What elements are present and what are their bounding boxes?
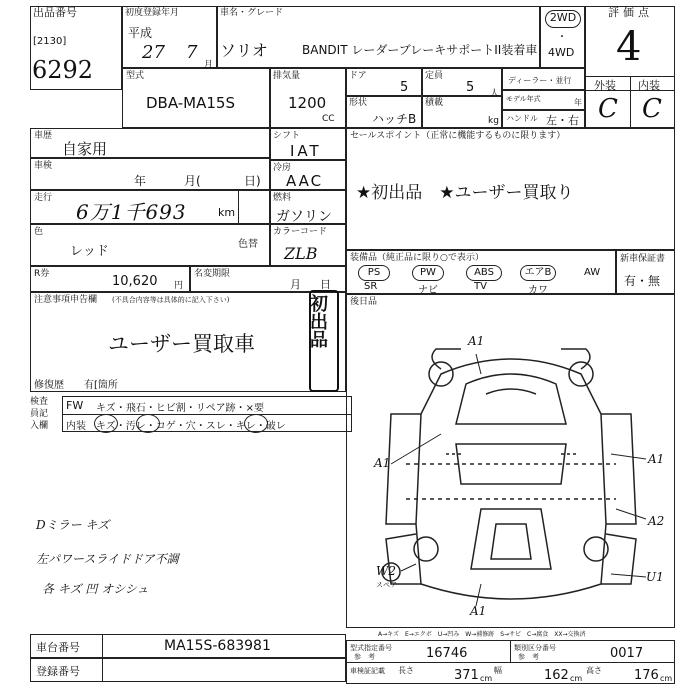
chassis-label: 車台番号 — [36, 641, 80, 654]
doors-label: ドア — [349, 71, 367, 81]
lot-label: 出品番号 — [33, 6, 77, 19]
dims-height-label: 高さ — [586, 666, 602, 675]
recycle-value: 10,620 — [112, 274, 158, 289]
dims-width-label: 幅 — [494, 666, 502, 675]
mileage-label: 走行 — [34, 193, 53, 203]
remarks-label: 後日品 — [350, 297, 378, 307]
equip-aw: AW — [584, 267, 601, 278]
mark-a2-right: A2 — [648, 514, 665, 528]
dims-width: 162 — [544, 668, 569, 683]
ac-label: 冷房 — [273, 163, 292, 173]
equipment-label: 装備品（純正品に限り○で表示） — [350, 253, 484, 263]
capacity-value: 5 — [466, 80, 475, 95]
type-spec-ref: 参 考 — [354, 653, 375, 661]
score-value: 4 — [616, 24, 642, 70]
ac-value: AAC — [286, 172, 324, 190]
displacement-unit: CC — [322, 114, 335, 124]
handle-value: 左・右 — [546, 114, 579, 127]
shift-value: IAT — [290, 142, 322, 160]
class-number-ref: 参 考 — [518, 653, 539, 661]
dealer-label: ディーラー・並行 — [508, 76, 572, 85]
fw-text: キズ・飛石・ヒビ割・リペア跡・×要 — [96, 403, 264, 414]
fuel-value: ガソリン — [276, 209, 332, 225]
handle-label: ハンドル — [506, 114, 538, 123]
color-change-label: 色替 — [238, 239, 258, 250]
fw-label: FW — [66, 399, 84, 412]
color-code-value: ZLB — [284, 244, 318, 263]
name-change-day: 日 — [320, 278, 331, 291]
car-label: 車名・グレード — [220, 8, 284, 18]
mark-a1-top: A1 — [468, 334, 485, 348]
displacement-value: 1200 — [288, 94, 327, 112]
drive-2wd: 2WD — [545, 10, 581, 28]
mark-a1-left: A1 — [374, 456, 391, 470]
equip-sr: SR — [364, 281, 378, 292]
equip-airbag: エアB — [520, 265, 556, 281]
recycle-label: R券 — [34, 269, 50, 279]
registration-month: 7 — [186, 42, 198, 63]
color-value: レッド — [70, 244, 109, 259]
load-unit: kg — [488, 116, 499, 126]
handwritten-note-3: 各 キズ 凹 オシシュ — [42, 582, 149, 596]
registration-year: 27 — [142, 42, 165, 63]
equip-tv: TV — [474, 281, 487, 292]
car-grade: BANDIT レーダーブレーキサポートII装着車 — [302, 43, 538, 57]
model-value: DBA-MA15S — [146, 94, 235, 112]
handwritten-note-2: 左パワースライドドア不調 — [36, 552, 179, 566]
score-exterior-label: 外装 — [594, 79, 616, 92]
inspector-label: 検査員記入欄 — [30, 397, 49, 431]
shape-value: ハッチB — [372, 112, 417, 126]
dims-length-label: 長さ — [398, 666, 414, 675]
registration-label: 初度登録年月 — [125, 8, 180, 18]
displacement-label: 排気量 — [273, 71, 301, 81]
selling-text: ★初出品 ★ユーザー買取り — [356, 183, 574, 203]
dims-height: 176 — [634, 668, 659, 683]
doors-value: 5 — [400, 80, 409, 95]
class-number-label: 類別区分番号 — [514, 644, 556, 652]
shift-label: シフト — [273, 131, 301, 141]
score-interior: C — [642, 94, 662, 124]
drive-4wd: 4WD — [548, 46, 575, 59]
chassis-value: MA15S-683981 — [164, 638, 271, 654]
equip-pw: PW — [412, 265, 444, 281]
mark-a1-bottom: A1 — [470, 604, 487, 618]
equip-ps: PS — [358, 265, 390, 281]
color-code-label: カラーコード — [273, 227, 328, 237]
type-spec-value: 16746 — [426, 646, 468, 661]
model-year-mark: 年 — [574, 98, 582, 107]
mark-a1-right: A1 — [648, 452, 665, 466]
equip-navi: ナビ — [418, 285, 438, 296]
inspection-box — [30, 158, 270, 190]
equip-leather: カワ — [528, 285, 548, 296]
inspection-day: 日) — [244, 174, 261, 188]
car-name: ソリオ — [220, 41, 268, 60]
dims-height-unit: cm — [660, 674, 673, 683]
score-interior-label: 内装 — [638, 79, 660, 92]
mark-u1-right: U1 — [646, 570, 664, 584]
score-exterior: C — [598, 94, 618, 124]
mark-w2-left: W2 — [376, 564, 396, 578]
inspection-month: 月( — [184, 174, 201, 188]
color-label: 色 — [34, 227, 44, 237]
dims-label: 車検証記載 — [350, 667, 385, 675]
registration-month-unit: 月 — [204, 60, 214, 70]
dims-length: 371 — [454, 668, 479, 683]
notes-label: 注意事項申告欄 — [34, 295, 98, 305]
interior-text: キズ・汚レ・コゲ・穴・スレ・キレ・破レ — [96, 421, 286, 432]
equip-abs: ABS — [466, 265, 502, 281]
color-box — [30, 224, 270, 266]
name-change-month: 月 — [290, 278, 301, 291]
class-number-value: 0017 — [610, 646, 644, 661]
mileage-value: 6万1千693 — [76, 200, 187, 224]
recycle-unit: 円 — [174, 281, 184, 291]
model-label: 型式 — [126, 71, 145, 81]
capacity-label: 定員 — [425, 71, 444, 81]
dims-length-unit: cm — [480, 674, 493, 683]
fuel-label: 燃料 — [273, 193, 292, 203]
handwritten-note-1: Dミラー キズ — [36, 518, 110, 532]
selling-label: セールスポイント（正常に機能するものに限ります） — [350, 131, 566, 141]
load-label: 積載 — [425, 98, 444, 108]
interior-label: 内装 — [66, 421, 86, 432]
notes-sub: (不具合内容等は具体的に記入下さい) — [112, 296, 230, 304]
inspection-label: 車検 — [34, 161, 53, 171]
score-label: 評価点 — [608, 6, 653, 19]
capacity-unit: 人 — [490, 89, 500, 99]
repair-label: 修復歴 — [34, 380, 64, 391]
model-year-label: モデル年式 — [506, 95, 541, 103]
drive-dot: ・ — [557, 32, 567, 43]
lot-code: [2130] — [33, 36, 67, 47]
warranty-label: 新車保証書 — [620, 254, 666, 264]
warranty-value: 有・無 — [624, 274, 661, 288]
dims-width-unit: cm — [570, 674, 583, 683]
lot-number: 6292 — [32, 56, 94, 84]
reg-number-label: 登録番号 — [36, 665, 80, 678]
notes-text: ユーザー買取車 — [108, 332, 255, 356]
name-change-label: 名変期限 — [194, 269, 231, 279]
history-value: 自家用 — [62, 140, 108, 158]
inspection-year: 年 — [134, 174, 147, 188]
registration-era: 平成 — [128, 26, 153, 40]
spare-label: スペア — [376, 581, 397, 589]
shape-label: 形状 — [349, 98, 368, 108]
recycle-box — [30, 266, 190, 292]
damage-legend: A→キズ E→エクボ U→凹み W→補修跡 S→サビ C→腐食 XX→交換済 — [378, 631, 586, 638]
history-label: 車歴 — [34, 131, 53, 141]
mileage-unit: km — [218, 206, 236, 219]
repair-value: 有[箇所 — [84, 380, 118, 391]
type-spec-label: 型式指定番号 — [350, 644, 392, 652]
stamp-text: 初出品 — [307, 294, 328, 348]
